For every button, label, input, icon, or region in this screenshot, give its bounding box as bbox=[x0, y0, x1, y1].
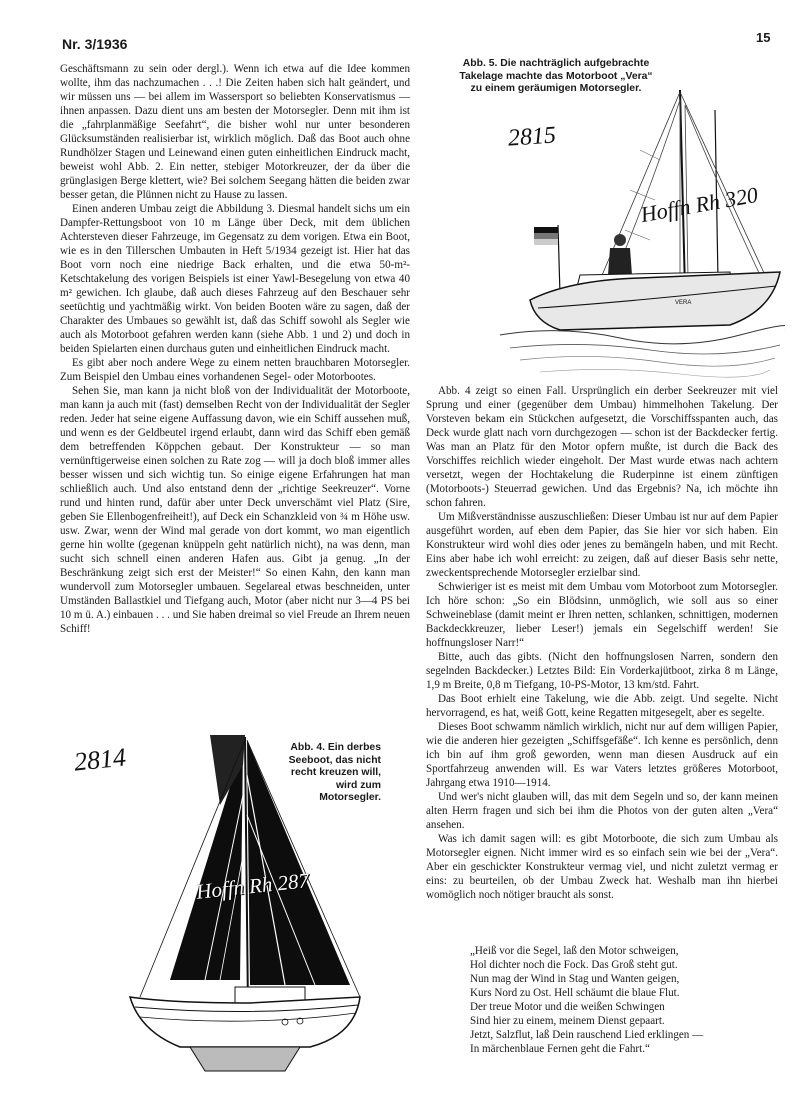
poem-line: Sind hier zu einem, meinem Dienst gepaart. bbox=[470, 1015, 665, 1027]
poem bbox=[470, 944, 780, 1056]
page-number: 15 bbox=[756, 30, 771, 45]
paragraph: Was ich damit sagen will: es gibt Motorboote, die sich zum Umbau als Motorsegler eignen. Nicht immer wird es so einfach sein wie bei der „Vera“. Aber ein geschickter Konstrukteur vermag viel, und nicht zuletzt vermag er eins: zu beurteilen, ob der Umbau Zweck hat. Weshalb man ihn hierbei womöglich noch nötiger braucht als sonst. bbox=[426, 833, 778, 901]
poem-line: Der treue Motor und die weißen Schwingen bbox=[470, 1001, 665, 1013]
poem-line: Hol dichter noch die Fock. Das Groß steht gut. bbox=[470, 959, 678, 971]
figure-5-signature: Hoffn Rh 320 bbox=[638, 181, 760, 228]
right-text-column bbox=[426, 384, 778, 902]
hull-name-label: VERA bbox=[675, 300, 692, 306]
page-header-issue: Nr. 3/1936 bbox=[62, 36, 128, 52]
paragraph: Einen anderen Umbau zeigt die Abbildung 3. Diesmal handelt sichs um ein Dampfer-Rettungsboot von 10 m Länge über Deck, mit dem üblichen Achtersteven dieser Fahrzeuge, im Gegensatz zu dem vorigen. Etwa ein Boot, wie es in den Tillerschen Umbauten in Heft 5/1934 gezeigt ist. Hier hat das Boot vorn noch eine niedrige Back erhalten, und die etwa 50-m²-Ketschtakelung des vorigen Beispiels ist einer Yawl-Besegelung von etwa 40 m² gewichen. Ich glaube, daß auch dieses Fahrzeug auf den Beschauer sehr seetüchtig und yachtmäßig wirkt. Von beiden Booten wäre zu sagen, daß der Charakter des Umbaues so gewählt ist, daß das Schiff sowohl als Segler wie auch als Motorboot gefahren werden kann (siehe Abb. 1 und 2) und doch in beiden Spielarten einen durchaus guten und einheitlichen Eindruck macht. bbox=[60, 203, 410, 355]
paragraph: Abb. 4 zeigt so einen Fall. Ursprünglich ein derber Seekreuzer mit viel Sprung und einer (gegenüber dem Umbau) himmelhohen Takelung. Der Vorsteven bekam ein Stückchen aufgesetzt, die Vorschiffsspanten auch, das Deck wurde glatt nach vorn durchgezogen — schon ist der Backdecker fertig. Was man an Platz für den Motor opfern mußte, ist durch die Back des Vorschiffes reichlich wieder eingeholt. Der Mast wurde etwas nach achtern versetzt, wegen der Hochtakelung die Ruderpinne ist einem zünftigen (Motorboots-) Steuerrad gewichen. Und das Ergebnis? Na, ich möchte ihn schon fahren. bbox=[426, 385, 778, 509]
paragraph: Dieses Boot schwamm nämlich wirklich, nicht nur auf dem willigen Papier, wie die anderen hier gezeigten „Schiffsgefäße“. Ich kenne es persönlich, denn ich bin auf ihm groß geworden, wenn man diesen Ausdruck auf ein Sportfahrzeug anwenden will. Es war Vaters letztes größeres Motorboot, Jahrgang etwa 1910—1914. bbox=[426, 721, 778, 789]
figure-4-handwritten-number: 2814 bbox=[72, 742, 128, 777]
poem-line: Jetzt, Salzflut, laß Dein rauschend Lied erklingen — bbox=[470, 1029, 704, 1041]
paragraph: Und wer's nicht glauben will, das mit dem Segeln und so, der kann meinen alten Herrn fragen und sich bei ihm die Photos von der guten alten „Vera“ ansehen. bbox=[426, 791, 778, 831]
poem-line: Kurs Nord zu Ost. Hell schäumt die blaue Flut. bbox=[470, 987, 680, 999]
paragraph: Sehen Sie, man kann ja nicht bloß von der Individualität der Motorboote, man kann ja auch mit (fast) demselben Recht von der Individualität der Segler reden. Jeder hat seine eigene Auffassung davon, wie ein Schiff aussehen muß, und wenn es der Geldbeutel irgend erlaubt, dann wird das Schiff eben gemäß dem betreffenden Köppchen gebaut. Der Konstrukteur — so man vernünftigerweise einen solchen zu Rate zog — will ja doch bloß immer alles besser wissen und sich wichtig tun. So einige eigene Erfahrungen hat man schließlich auch. Und also entstand denn der „richtige Seekreuzer“. Vorne rund und hinten rund, dafür aber unter Deck unverschämt viel Platz (Sire, geben Sie Ellenbogenfreiheit!), auf Deck ein Schanzkleid von ¾ m Höhe usw. usw. Zwar, wenn der Wind mal gerade von dort kommt, wo man eigentlich gerne hin wollte (gegenan knüppeln geht natürlich nicht), na was denn, man sucht sich schnell einen anderen Hafen aus. Gibt ja genug. „In der Beschränkung zeigt sich erst der Meister!“ So einen Kahn, den kann man wundervoll zum Motorsegler umbauen. Segelareal etwas beschneiden, unter Umständen Ballastkiel und Tiefgang auch, Motor (aber nicht nur 3—4 PS bei 10 m ü. A.) einbauen . . . und Sie haben dreimal so viel Freude an Ihrem neuen Schiff! bbox=[60, 385, 410, 635]
poem-line: Nun mag der Wind in Stag und Wanten geigen, bbox=[470, 973, 680, 985]
poem-line: In märchenblaue Fernen geht die Fahrt.“ bbox=[470, 1043, 650, 1055]
left-text-column bbox=[60, 62, 410, 636]
figure-4-signature: Hoffn Rh 287 bbox=[195, 868, 311, 904]
figure-5-handwritten-number: 2815 bbox=[507, 122, 557, 152]
paragraph: Bitte, auch das gibts. (Nicht den hoffnungslosen Narren, sondern den segelnden Backdecker.) Letztes Bild: Ein Vorderkajütboot, zirka 8 m Länge, 1,9 m Breite, 0,8 m Tiefgang, 10-PS-Motor, 13 km/std. Fahrt. bbox=[426, 651, 778, 691]
paragraph: Das Boot erhielt eine Takelung, wie die Abb. zeigt. Und segelte. Nicht hervorragend, es hat, weiß Gott, keine Regatten mitgesegelt, aber es segelte. bbox=[426, 693, 778, 719]
paragraph: Schwieriger ist es meist mit dem Umbau vom Motorboot zum Motorsegler. Ich höre schon: „So ein Blödsinn, unmöglich, wie soll aus so einer Schweineblase (damit meint er Ihren netten, schlanken, schnittigen, modernen Backdeckkreuzer, lieber Leser!) jemals ein Segelschiff werden! Sie hoffnungsloser Narr!“ bbox=[426, 581, 778, 649]
figure-4-sailboat-illustration bbox=[110, 735, 370, 1075]
paragraph: Um Mißverständnisse auszuschließen: Dieser Umbau ist nur auf dem Papier ausgeführt worden, auf eben dem Papier, das Sie hier vor sich haben. Ein Konstrukteur wird wohl dies oder jenes zu bemängeln haben, und mit Recht. Eins aber habe ich wohl erreicht: zu zeigen, daß auf dieser Basis sehr nette, zweckentsprechende Motorsegler erzielbar sind. bbox=[426, 511, 778, 579]
poem-line: „Heiß vor die Segel, laß den Motor schweigen, bbox=[470, 945, 679, 957]
paragraph: Geschäftsmann zu sein oder dergl.). Wenn ich etwa auf die Idee kommen wollte, ihm das nachzumachen . . .! Die Zeiten haben sich halt geändert, und wir müssen uns — bei allem im Wassersport so beliebten Konservatismus — ihnen anpassen. Dazu dient uns am besten der Motorsegler. Denn mit ihm ist die „fahrplanmäßige Seefahrt“, die bisher wohl nur unter besonderen Glücksumständen realisierbar ist, wirklich möglich. Daß das Boot auch ohne Rundhölzer Stagen und Leinewand einen guten einheitlichen Eindruck macht, beweist wohl Abb. 2. Ein netter, stebiger Motorkreuzer, der da über die grünglasigen Berge klettert, wie? Bei solchem Seegang hätten die beiden zwar besser getan, die Plünnen nicht zu Hause zu lassen. bbox=[60, 63, 410, 201]
figure-4-caption: Abb. 4. Ein derbes Seeboot, das nicht recht kreuzen will, wird zum Motorsegler. bbox=[288, 742, 381, 804]
paragraph: Es gibt aber noch andere Wege zu einem netten brauchbaren Motorsegler. Zum Beispiel den Umbau eines vorhandenen Segel- oder Motorbootes. bbox=[60, 357, 410, 383]
figure-5-caption: Abb. 5. Die nachträglich aufgebrachte Takelage machte das Motorboot „Vera“ zu einem geräumigen Motorsegler. bbox=[459, 58, 653, 95]
